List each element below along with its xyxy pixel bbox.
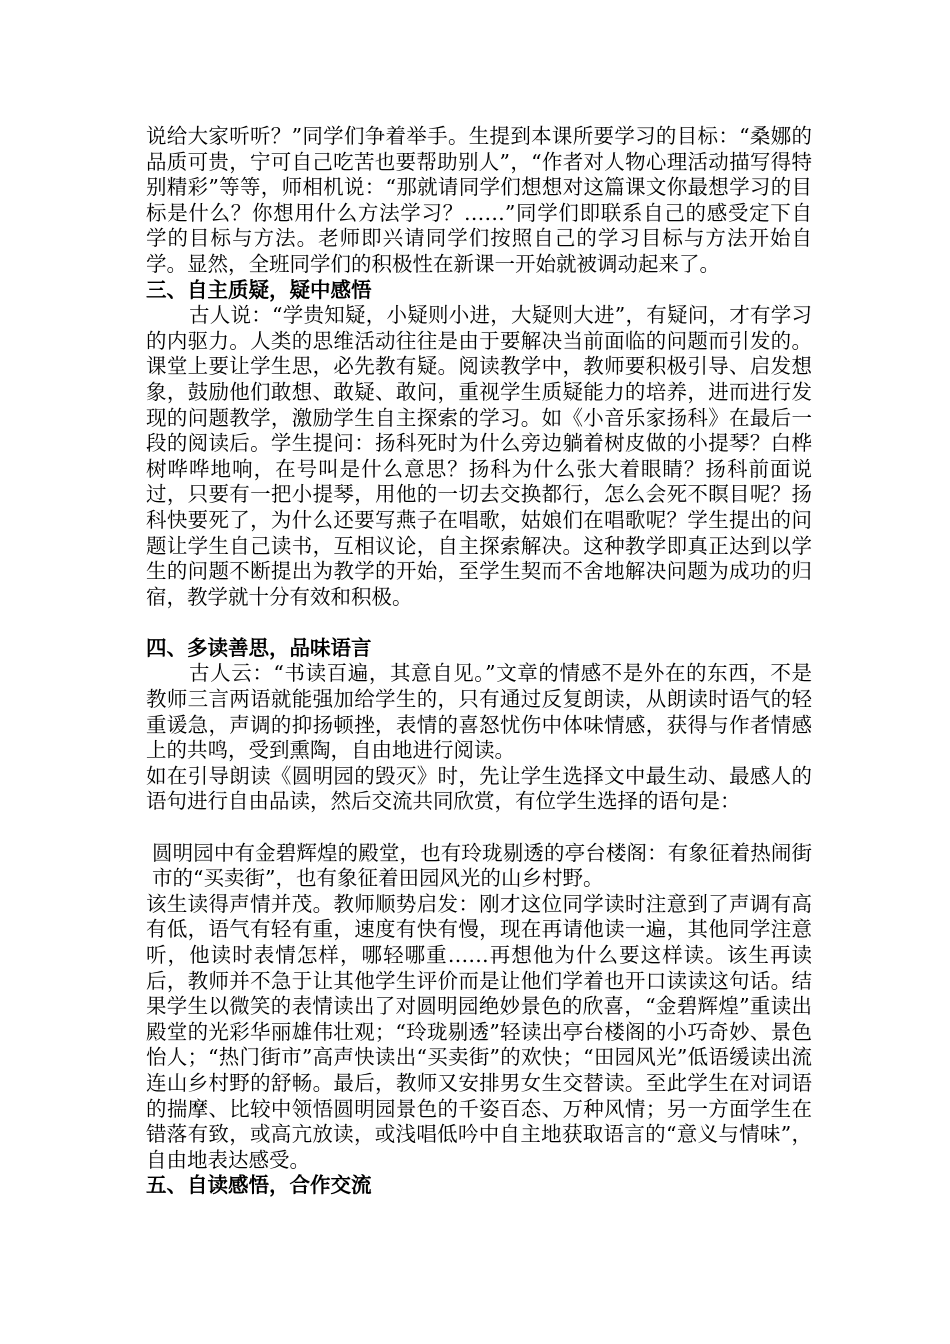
section-4-paragraph-3: 该生读得声情并茂。教师顺势启发：刚才这位同学读时注意到了声调有高有低，语气有轻有重，速度有快有慢，现在再请他读一遍，其他同学注意听，他读时表情怎样，哪轻哪重……再想他为什么要这样读。该生再读后，教师并不急于让其他学生评价而是让他们学着也开口读读这句话。结果学生以微笑的表情读出了对圆明园绝妙景色的欣喜，“金碧辉煌”重读出殿堂的光彩华丽雄伟壮观；“玲珑剔透”轻读出亭台楼阁的小巧奇妙、景色怡人；“热门街市”高声快读出“买卖街”的欢快；“田园风光”低语缓读出流连山乡村野的舒畅。最后，教师又安排男女生交替读。至此学生在对词语的揣摩、比较中领悟圆明园景色的千姿百态、万种风情；另一方面学生在错落有致，或高亢放读，或浅唱低吟中自主地获取语言的“意义与情味”，自由地表达感受。	[146, 891, 812, 1172]
section-3-heading: 三、自主质疑，疑中感悟	[146, 277, 372, 302]
section-5-heading: 五、自读感悟，合作交流	[146, 1173, 372, 1198]
section-4-paragraph-2: 如在引导朗读《圆明园的毁灭》时，先让学生选择文中最生动、最感人的语句进行自由品读，然后交流共同欣赏，有位学生选择的语句是：	[146, 763, 812, 814]
document-body	[146, 124, 812, 1199]
section-3-paragraph: 古人说：“学贵知疑，小疑则小进，大疑则大进”，有疑问，才有学习的内驱力。人类的思维活动往往是由于要解决当前面临的问题而引发的。课堂上要让学生思，必先教有疑。阅读教学中，教师要积极引导、启发想象，鼓励他们敢想、敢疑、敢问，重视学生质疑能力的培养，进而进行发现的问题教学，激励学生自主探索的学习。如《小音乐家扬科》在最后一段的阅读后。学生提问：扬科死时为什么旁边躺着树皮做的小提琴？白桦树哗哗地响，在号叫是什么意思？扬科为什么张大着眼睛？扬科前面说过，只要有一把小提琴，用他的一切去交换都行，怎么会死不瞑目呢？扬科快要死了，为什么还要写燕子在唱歌，姑娘们在唱歌呢？学生提出的问题让学生自己读书，互相议论，自主探索解决。这种教学即真正达到以学生的问题不断提出为教学的开始，至学生契而不舍地解决问题为成功的归宿，教学就十分有效和积极。	[146, 303, 812, 609]
intro-paragraph: 说给大家听听？”同学们争着举手。生提到本课所要学习的目标：“桑娜的品质可贵，宁可自己吃苦也要帮助别人”，“作者对人物心理活动描写得特别精彩”等等，师相机说：“那就请同学们想想对这篇课文你最想学习的目标是什么？你想用什么方法学习？……”同学们即联系自己的感受定下自学的目标与方法。老师即兴请同学们按照自己的学习目标与方法开始自学。显然，全班同学们的积极性在新课一开始就被调动起来了。	[146, 124, 812, 276]
section-4-paragraph-1: 古人云：“书读百遍，其意自见。”文章的情感不是外在的东西，不是教师三言两语就能强加给学生的，只有通过反复朗读，从朗读时语气的轻重谖急，声调的抑扬顿挫，表情的喜怒忧伤中体味情感，获得与作者情感上的共鸣，受到熏陶，自由地进行阅读。	[146, 661, 812, 763]
section-4-quote: 圆明园中有金碧辉煌的殿堂，也有玲珑剔透的亭台楼阁：有象征着热闹街市的“买卖街”，也有象征着田园风光的山乡村野。	[152, 840, 812, 891]
section-4-heading: 四、多读善思，品味语言	[146, 635, 372, 660]
